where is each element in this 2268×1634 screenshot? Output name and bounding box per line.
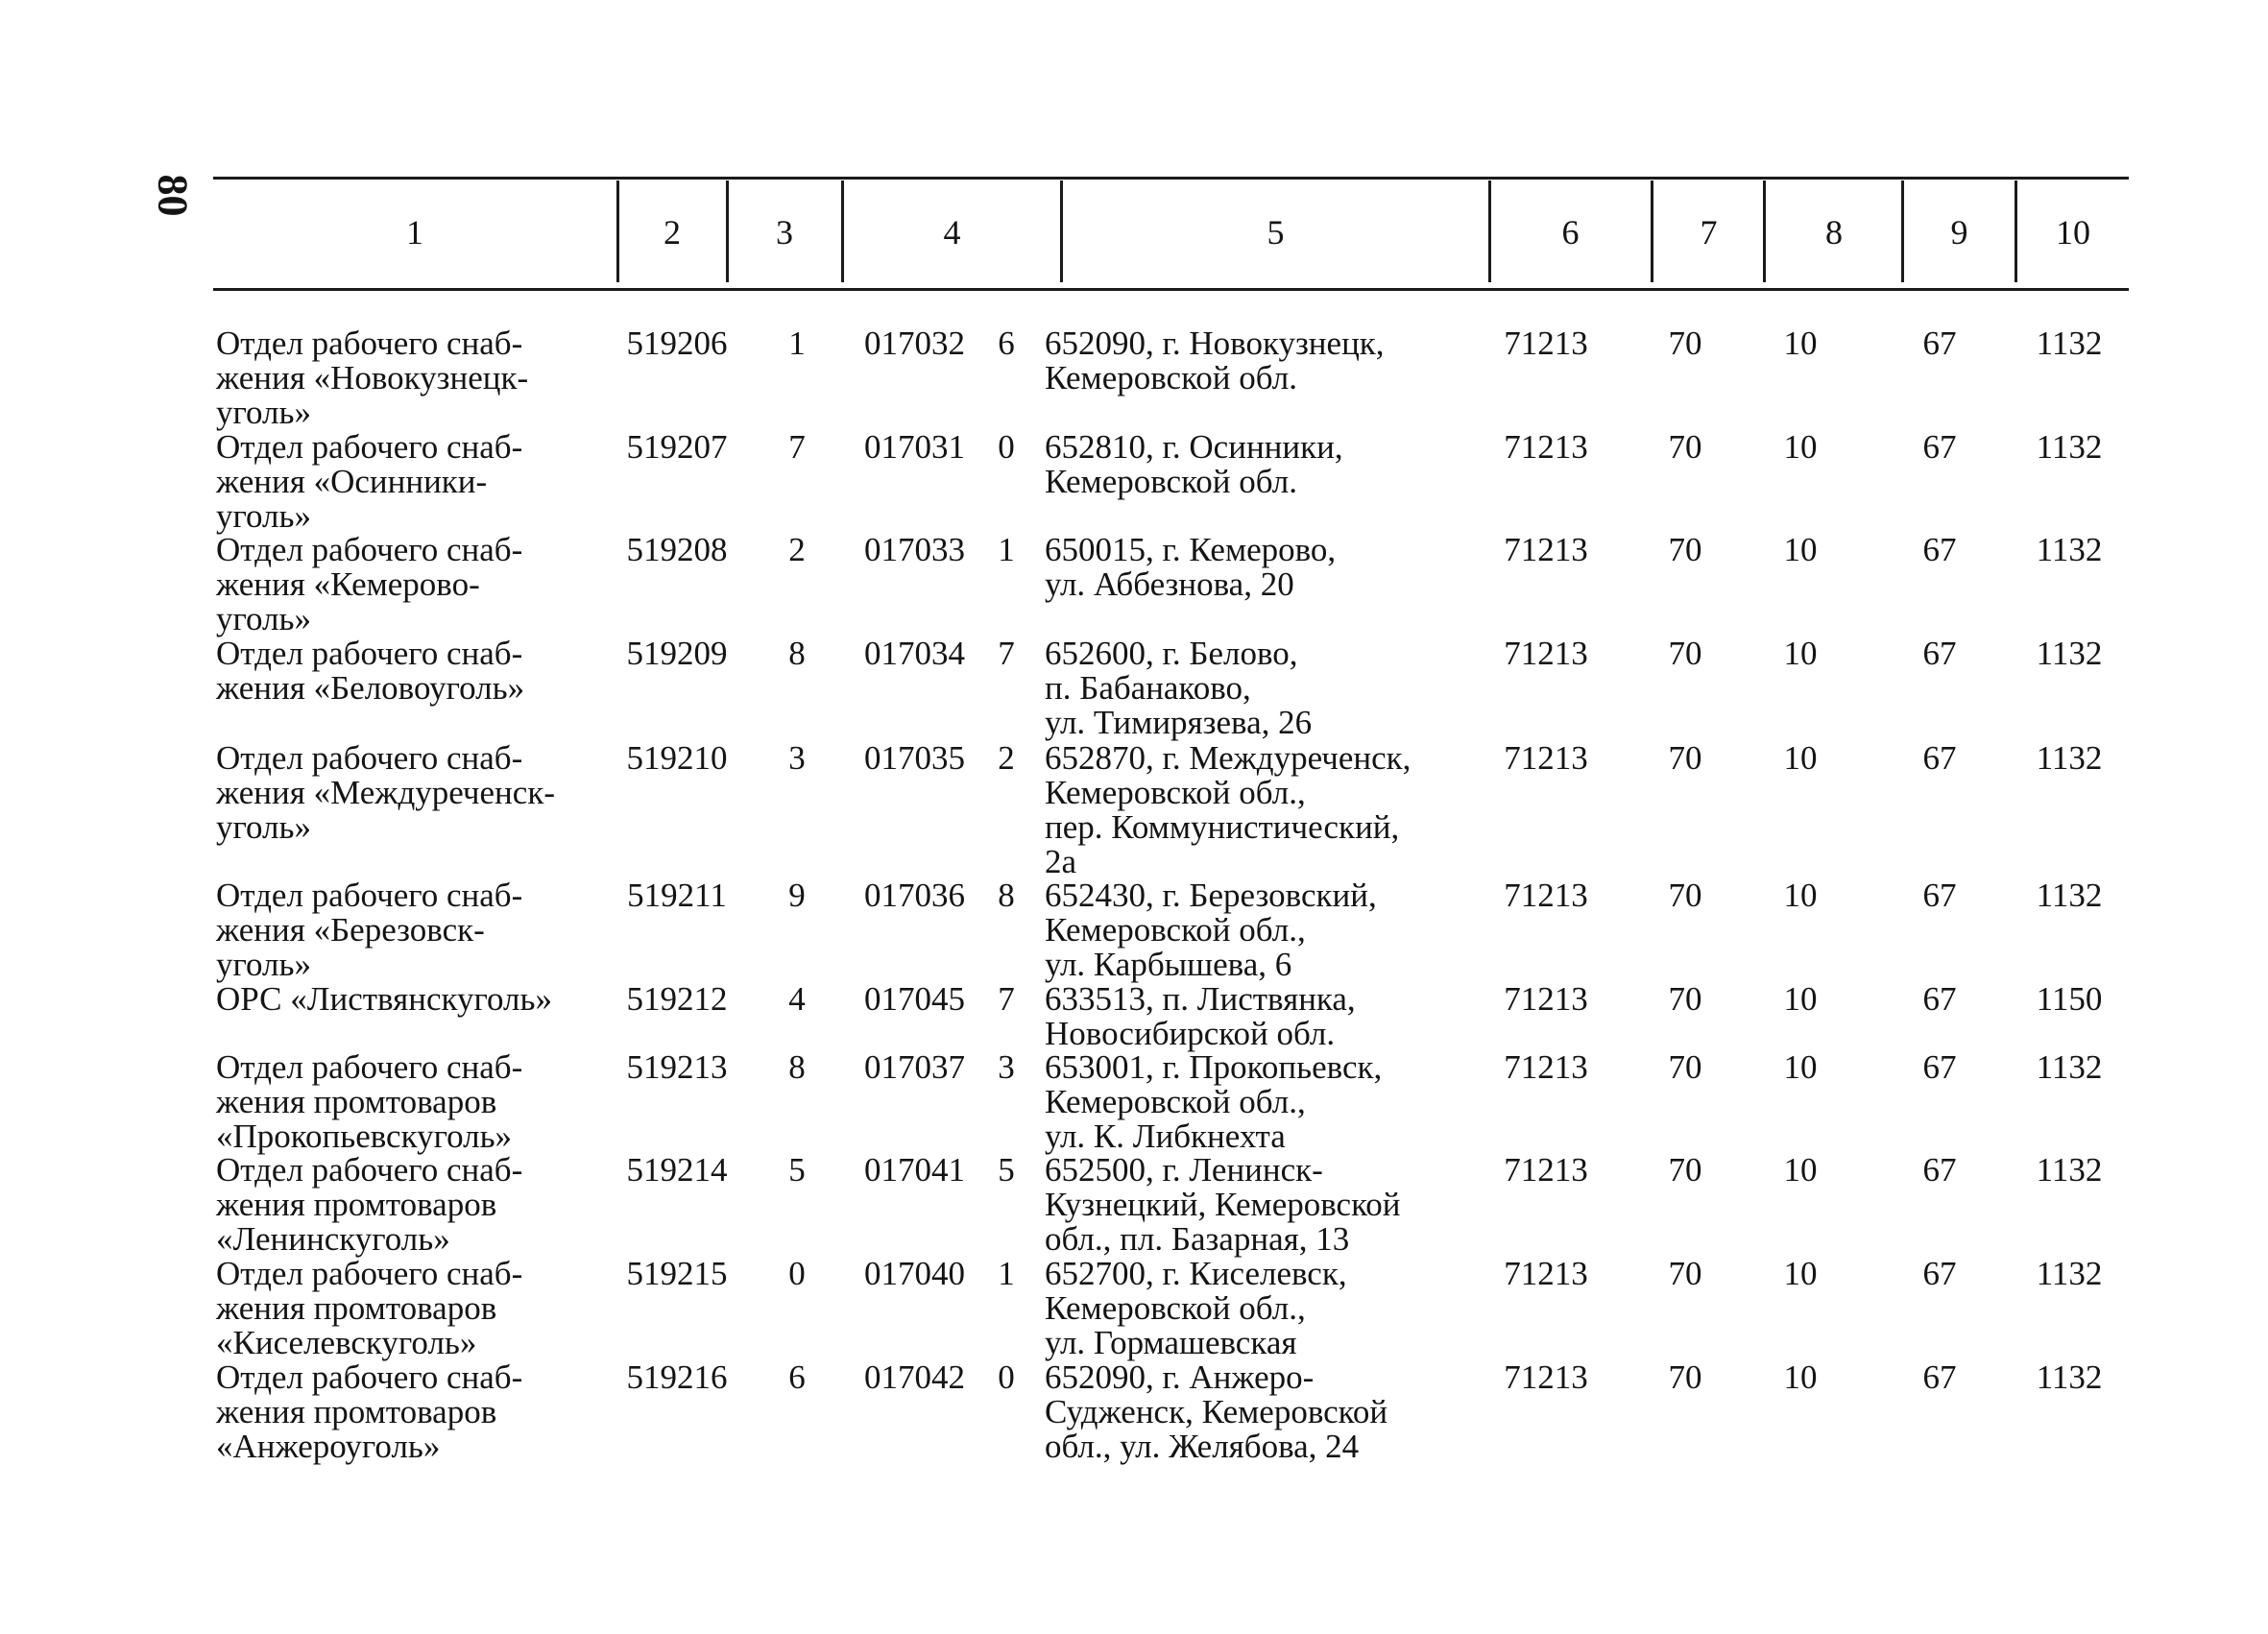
address-line: 652700, г. Киселевск, — [1045, 1255, 1347, 1292]
code-column-10: 1132 — [2036, 739, 2103, 777]
address-line: п. Бабанаково, — [1045, 669, 1251, 707]
code-column-4-check-digit: 8 — [998, 877, 1015, 914]
organization-name-line: Отдел рабочего снаб- — [216, 877, 523, 914]
organization-name-line: Отдел рабочего снаб- — [216, 635, 523, 672]
organization-name-line: Отдел рабочего снаб- — [216, 428, 523, 466]
code-column-4: 017037 — [864, 1048, 965, 1086]
code-column-8: 10 — [1783, 531, 1818, 568]
organization-name-line: жения «Березовск- — [216, 911, 485, 949]
code-column-8: 10 — [1783, 1151, 1818, 1189]
code-column-3: 4 — [788, 980, 806, 1018]
code-column-10: 1132 — [2036, 428, 2103, 466]
code-column-2: 519206 — [626, 324, 728, 362]
code-column-2: 519215 — [626, 1255, 728, 1292]
organization-name-line: уголь» — [216, 394, 311, 431]
address-line: Кемеровской обл. — [1045, 359, 1297, 396]
organization-name-line: жения «Беловоуголь» — [216, 669, 525, 707]
code-column-7: 70 — [1668, 980, 1702, 1018]
code-column-3: 9 — [788, 877, 806, 914]
address-line: 652600, г. Белово, — [1045, 635, 1298, 672]
table-header — [213, 179, 2129, 286]
address-line: Кемеровской обл., — [1045, 774, 1306, 811]
code-column-2: 519207 — [626, 428, 728, 466]
code-column-3: 6 — [788, 1358, 806, 1396]
organization-name-line: жения промтоваров — [216, 1393, 497, 1430]
address — [1045, 982, 1486, 1051]
code-column-8: 10 — [1783, 324, 1818, 362]
address-line: 652810, г. Осинники, — [1045, 428, 1343, 466]
code-column-6: 71213 — [1504, 877, 1588, 914]
code-column-2: 519208 — [626, 531, 728, 568]
code-column-10: 1132 — [2036, 1151, 2103, 1189]
code-column-6: 71213 — [1504, 635, 1588, 672]
organization-name-line: жения «Междуреченск- — [216, 774, 555, 811]
address-line: 650015, г. Кемерово, — [1045, 531, 1337, 568]
column-header-9: 9 — [1950, 213, 1968, 252]
organization-name-line: Отдел рабочего снаб- — [216, 1151, 523, 1189]
code-column-2: 519211 — [627, 877, 727, 914]
organization-name-line: жения «Кемерово- — [216, 565, 480, 603]
organization-name-line: уголь» — [216, 946, 311, 983]
address-line: 652500, г. Ленинск- — [1045, 1151, 1323, 1189]
address-line: ул. Карбышева, 6 — [1045, 946, 1292, 983]
address — [1045, 1257, 1486, 1360]
code-column-10: 1132 — [2036, 1358, 2103, 1396]
code-column-9: 67 — [1922, 1151, 1957, 1189]
code-column-2: 519214 — [626, 1151, 728, 1189]
address-line: Судженск, Кемеровской — [1045, 1393, 1388, 1430]
code-column-6: 71213 — [1504, 739, 1588, 777]
code-column-9: 67 — [1922, 980, 1957, 1018]
address-line: ул. Тимирязева, 26 — [1045, 704, 1313, 741]
organization-name — [216, 637, 619, 706]
code-column-7: 70 — [1668, 739, 1702, 777]
column-header-4: 4 — [943, 213, 961, 252]
code-column-10: 1132 — [2036, 877, 2103, 914]
organization-name-line: «Прокопьевскуголь» — [216, 1117, 513, 1155]
code-column-4-check-digit: 2 — [998, 739, 1015, 777]
organization-name — [216, 1153, 619, 1257]
organization-name — [216, 878, 619, 982]
organization-name — [216, 326, 619, 430]
address — [1045, 430, 1486, 499]
code-column-3: 5 — [788, 1151, 806, 1189]
address-line: ул. К. Либкнехта — [1045, 1117, 1286, 1155]
column-header-5: 5 — [1267, 213, 1285, 252]
code-column-4-check-digit: 5 — [998, 1151, 1015, 1189]
column-header-2: 2 — [664, 213, 681, 252]
code-column-4: 017036 — [864, 877, 965, 914]
column-header-10: 10 — [2056, 213, 2090, 252]
organization-name-line: ОРС «Листвянскуголь» — [216, 980, 552, 1018]
code-column-7: 70 — [1668, 324, 1702, 362]
code-column-3: 1 — [788, 324, 806, 362]
organization-name-line: жения промтоваров — [216, 1289, 497, 1327]
organization-name — [216, 741, 619, 845]
address-line: Кемеровской обл., — [1045, 1289, 1306, 1327]
address-line: Кузнецкий, Кемеровской — [1045, 1186, 1401, 1223]
code-column-6: 71213 — [1504, 531, 1588, 568]
code-column-10: 1132 — [2036, 635, 2103, 672]
code-column-7: 70 — [1668, 1151, 1702, 1189]
code-column-4-check-digit: 1 — [998, 531, 1015, 568]
code-column-4-check-digit: 0 — [998, 428, 1015, 466]
code-column-9: 67 — [1922, 324, 1957, 362]
address-line: 633513, п. Листвянка, — [1045, 980, 1356, 1018]
code-column-7: 70 — [1668, 877, 1702, 914]
column-header-3: 3 — [776, 213, 793, 252]
address-line: ул. Аббезнова, 20 — [1045, 565, 1294, 603]
organization-name — [216, 1050, 619, 1154]
code-column-10: 1132 — [2036, 1048, 2103, 1086]
code-column-4-check-digit: 3 — [998, 1048, 1015, 1086]
address-line: обл., пл. Базарная, 13 — [1045, 1220, 1350, 1258]
organization-name — [216, 533, 619, 637]
code-column-6: 71213 — [1504, 324, 1588, 362]
code-column-4: 017042 — [864, 1358, 965, 1396]
code-column-8: 10 — [1783, 1255, 1818, 1292]
code-column-9: 67 — [1922, 1048, 1957, 1086]
code-column-4: 017034 — [864, 635, 965, 672]
code-column-9: 67 — [1922, 635, 1957, 672]
code-column-8: 10 — [1783, 980, 1818, 1018]
organization-name-line: Отдел рабочего снаб- — [216, 531, 523, 568]
code-column-6: 71213 — [1504, 1048, 1588, 1086]
code-column-6: 71213 — [1504, 1151, 1588, 1189]
code-column-7: 70 — [1668, 428, 1702, 466]
code-column-3: 2 — [788, 531, 806, 568]
code-column-10: 1132 — [2036, 1255, 2103, 1292]
address — [1045, 1360, 1486, 1464]
code-column-10: 1132 — [2036, 324, 2103, 362]
code-column-10: 1150 — [2036, 980, 2103, 1018]
address — [1045, 878, 1486, 982]
address-line: Кемеровской обл., — [1045, 911, 1306, 949]
code-column-9: 67 — [1922, 531, 1957, 568]
address-line: 652090, г. Новокузнецк, — [1045, 324, 1385, 362]
code-column-4-check-digit: 6 — [998, 324, 1015, 362]
code-column-9: 67 — [1922, 877, 1957, 914]
code-column-9: 67 — [1922, 1255, 1957, 1292]
code-column-8: 10 — [1783, 635, 1818, 672]
organization-name-line: «Киселевскуголь» — [216, 1324, 477, 1361]
code-column-2: 519210 — [626, 739, 728, 777]
code-column-3: 8 — [788, 635, 806, 672]
code-column-10: 1132 — [2036, 531, 2103, 568]
code-column-4: 017040 — [864, 1255, 965, 1292]
address-line: 2а — [1045, 843, 1077, 880]
code-column-2: 519212 — [626, 980, 728, 1018]
column-header-7: 7 — [1700, 213, 1718, 252]
code-column-8: 10 — [1783, 877, 1818, 914]
organization-name-line: Отдел рабочего снаб- — [216, 324, 523, 362]
address-line: Новосибирской обл. — [1045, 1015, 1336, 1052]
organization-name-line: уголь» — [216, 497, 311, 535]
code-column-4: 017032 — [864, 324, 965, 362]
code-column-3: 8 — [788, 1048, 806, 1086]
code-column-4-check-digit: 1 — [998, 1255, 1015, 1292]
code-column-2: 519213 — [626, 1048, 728, 1086]
code-column-7: 70 — [1668, 1048, 1702, 1086]
column-header-6: 6 — [1561, 213, 1580, 252]
code-column-7: 70 — [1668, 635, 1702, 672]
code-column-4-check-digit: 0 — [998, 1358, 1015, 1396]
code-column-3: 3 — [788, 739, 806, 777]
organization-name-line: Отдел рабочего снаб- — [216, 1048, 523, 1086]
address-line: 653001, г. Прокопьевск, — [1045, 1048, 1383, 1086]
organization-name — [216, 1360, 619, 1464]
column-header-8: 8 — [1825, 213, 1843, 252]
organization-name-line: уголь» — [216, 808, 311, 846]
code-column-8: 10 — [1783, 1048, 1818, 1086]
code-column-6: 71213 — [1504, 1358, 1588, 1396]
address — [1045, 326, 1486, 396]
address — [1045, 741, 1486, 879]
organization-name-line: уголь» — [216, 600, 311, 637]
code-column-4-check-digit: 7 — [998, 635, 1015, 672]
address-line: обл., ул. Желябова, 24 — [1045, 1428, 1360, 1465]
code-column-3: 0 — [788, 1255, 806, 1292]
code-column-6: 71213 — [1504, 980, 1588, 1018]
code-column-8: 10 — [1783, 739, 1818, 777]
address-line: 652090, г. Анжеро- — [1045, 1358, 1315, 1396]
code-column-2: 519216 — [626, 1358, 728, 1396]
code-column-7: 70 — [1668, 531, 1702, 568]
organization-name-line: Отдел рабочего снаб- — [216, 739, 523, 777]
address — [1045, 1153, 1486, 1257]
code-column-7: 70 — [1668, 1255, 1702, 1292]
organization-name-line: «Ленинскуголь» — [216, 1220, 450, 1258]
code-column-4: 017035 — [864, 739, 965, 777]
address-line: Кемеровской обл. — [1045, 463, 1297, 500]
code-column-9: 67 — [1922, 428, 1957, 466]
code-column-9: 67 — [1922, 1358, 1957, 1396]
address-line: 652430, г. Березовский, — [1045, 877, 1377, 914]
code-column-9: 67 — [1922, 739, 1957, 777]
address — [1045, 533, 1486, 602]
code-column-6: 71213 — [1504, 428, 1588, 466]
page-number: 80 — [149, 174, 197, 217]
organization-name — [216, 430, 619, 534]
organization-name — [216, 1257, 619, 1360]
code-column-8: 10 — [1783, 428, 1818, 466]
code-column-4: 017041 — [864, 1151, 965, 1189]
organization-name-line: жения промтоваров — [216, 1186, 497, 1223]
code-column-4: 017031 — [864, 428, 965, 466]
organization-name-line: «Анжероуголь» — [216, 1428, 441, 1465]
address — [1045, 1050, 1486, 1154]
column-header-1: 1 — [406, 213, 423, 252]
organization-name-line: жения «Новокузнецк- — [216, 359, 529, 396]
code-column-3: 7 — [788, 428, 806, 466]
code-column-4: 017033 — [864, 531, 965, 568]
code-column-8: 10 — [1783, 1358, 1818, 1396]
code-column-4-check-digit: 7 — [998, 980, 1015, 1018]
address-line: ул. Гормашевская — [1045, 1324, 1297, 1361]
organization-name-line: Отдел рабочего снаб- — [216, 1358, 523, 1396]
address-line: пер. Коммунистический, — [1045, 808, 1400, 846]
code-column-2: 519209 — [626, 635, 728, 672]
organization-name-line: жения промтоваров — [216, 1083, 497, 1120]
table-header-rule — [213, 288, 2129, 291]
address-line: 652870, г. Междуреченск, — [1045, 739, 1411, 777]
organization-name-line: Отдел рабочего снаб- — [216, 1255, 523, 1292]
organization-name-line: жения «Осинники- — [216, 463, 488, 500]
code-column-4: 017045 — [864, 980, 965, 1018]
address — [1045, 637, 1486, 740]
code-column-7: 70 — [1668, 1358, 1702, 1396]
code-column-6: 71213 — [1504, 1255, 1588, 1292]
address-line: Кемеровской обл., — [1045, 1083, 1306, 1120]
organization-name — [216, 982, 619, 1017]
